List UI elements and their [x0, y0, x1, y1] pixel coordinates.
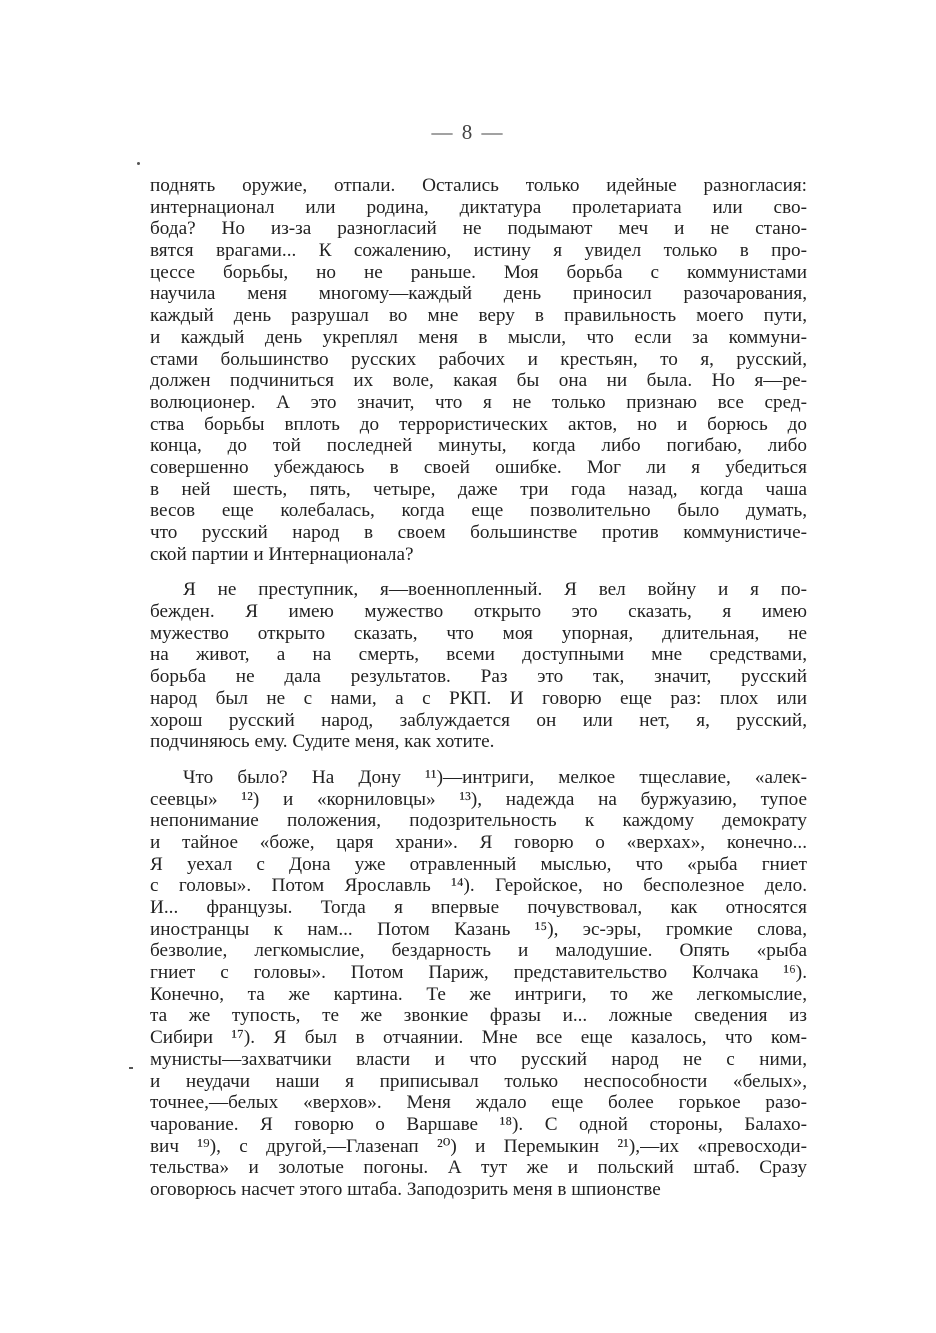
text-line: и тайное «боже, царя храни». Я говорю о «верхах», конечно... [150, 831, 807, 853]
text-line: борьба не дала результатов. Раз это так, значит, русский [150, 666, 807, 688]
text-line: на живот, а на смерть, всеми доступными мне средствами, [150, 644, 807, 666]
text-line: научила меня многому—каждый день приносил разочарования, [150, 283, 807, 305]
text-line: и каждый день укреплял меня в мысли, что если за коммуни- [150, 326, 807, 348]
text-line: совершенно убеждаюсь в своей ошибке. Мог ли я убедиться [150, 456, 807, 478]
text-line: и неудачи наши я приписывал только неспособности «белых», [150, 1070, 807, 1092]
page-number: — 8 — [431, 120, 505, 144]
text-line: с головы». Потом Ярославль ¹⁴). Геройское, но бесполезное дело. [150, 875, 807, 897]
text-line: Что было? На Дону ¹¹)—интриги, мелкое тщеславие, «алек- [183, 766, 807, 788]
text-line: поднять оружие, отпали. Остались только идейные разногласия: [150, 175, 807, 196]
paragraph-gap [150, 565, 807, 579]
text-line: гниет с головы». Потом Париж, представительство Колчака ¹⁶). [150, 962, 807, 984]
text-line: чарование. Я говорю о Варшаве ¹⁸). С одной стороны, Балахо- [150, 1113, 807, 1135]
paragraph [150, 175, 807, 565]
text-line: подчиняюсь ему. Судите меня, как хотите. [150, 731, 495, 753]
text-line: иностранцы к нам... Потом Казань ¹⁵), эс-эры, громкие слова, [150, 918, 807, 940]
text-line: Я уехал с Дона уже отравленный мыслью, что «рыба гниет [150, 853, 807, 875]
paragraph [150, 579, 807, 753]
text-line: что русский народ в своем большинстве против коммунистиче- [150, 522, 807, 543]
text-line: в ней шесть, пять, четыре, даже три года назад, когда чаша [150, 478, 807, 500]
text-line: сеевцы» ¹²) и «корниловцы» ¹³), надежда на буржуазию, тупое [150, 788, 807, 810]
text-line: мужество открыто сказать, что моя упорная, длительная, не [150, 622, 807, 644]
text-line: вятся врагами... К сожалению, истину я увидел только в про- [150, 240, 807, 262]
text-line: должен подчиниться их воле, какая бы она ни была. Но я—ре- [150, 370, 807, 392]
text-line: точнее,—белых «верхов». Меня ждало еще более горькое разо- [150, 1092, 807, 1114]
text-line: волюционер. А это значит, что я не только признаю все сред- [150, 391, 807, 413]
page-body [150, 175, 807, 1201]
text-line: оговорюсь насчет этого штаба. Заподозрить меня в шпионстве [150, 1178, 661, 1200]
text-line: хорош русский народ, заблуждается он или нет, я, русский, [150, 709, 807, 731]
text-line: Я не преступник, я—военнопленный. Я вел войну и я по- [183, 579, 807, 601]
text-line: И... французы. Тогда я впервые почувствовал, как относятся [150, 897, 807, 918]
text-line: Конечно, та же картина. Те же интриги, то же легкомыслие, [150, 983, 807, 1005]
text-line: конца, до той последней минуты, когда либо погибаю, либо [150, 435, 807, 457]
text-line: стами большинство русских рабочих и крестьян, то я, русский, [150, 348, 807, 370]
text-line: каждый день разрушал во мне веру в правильность моего пути, [150, 305, 807, 327]
text-line: непонимание положения, подозрительность к каждому демократу [150, 810, 807, 832]
text-line: интернационал или родина, диктатура пролетариата или сво- [150, 196, 807, 218]
text-line: мунисты—захватчики власти и что русский народ не с ними, [150, 1048, 807, 1070]
text-line: вич ¹⁹), с другой,—Глазенап ²⁰) и Перемыкин ²¹),—их «превосходи- [150, 1135, 807, 1157]
text-line: народ был не с нами, а с РКП. И говорю еще раз: плох или [150, 687, 807, 709]
text-line: весов еще колебалась, когда еще позволительно было думать, [150, 500, 807, 522]
text-line: та же тупость, те же звонкие фразы и... ложные сведения из [150, 1005, 807, 1027]
text-line: безволие, легкомыслие, бездарность и малодушие. Опять «рыба [150, 940, 807, 962]
paragraph [150, 767, 807, 1201]
text-line: бежден. Я имею мужество открыто это сказать, я имею [150, 601, 807, 623]
text-line: Сибири ¹⁷). Я был в отчаянии. Мне все еще казалось, что ком- [150, 1027, 807, 1049]
text-line: ской партии и Интернационала? [150, 543, 414, 565]
text-line: бода? Но из-за разногласий не подымают меч и не стано- [150, 218, 807, 240]
margin-mark [137, 162, 140, 165]
text-line: ства борьбы вплоть до террористических актов, но и борюсь до [150, 413, 807, 435]
paragraph-gap [150, 753, 807, 767]
text-line: тельства» и золотые погоны. А тут же и польский штаб. Сразу [150, 1157, 807, 1179]
margin-mark [129, 1067, 133, 1069]
text-line: цессе борьбы, но не раньше. Моя борьба с коммунистами [150, 261, 807, 283]
